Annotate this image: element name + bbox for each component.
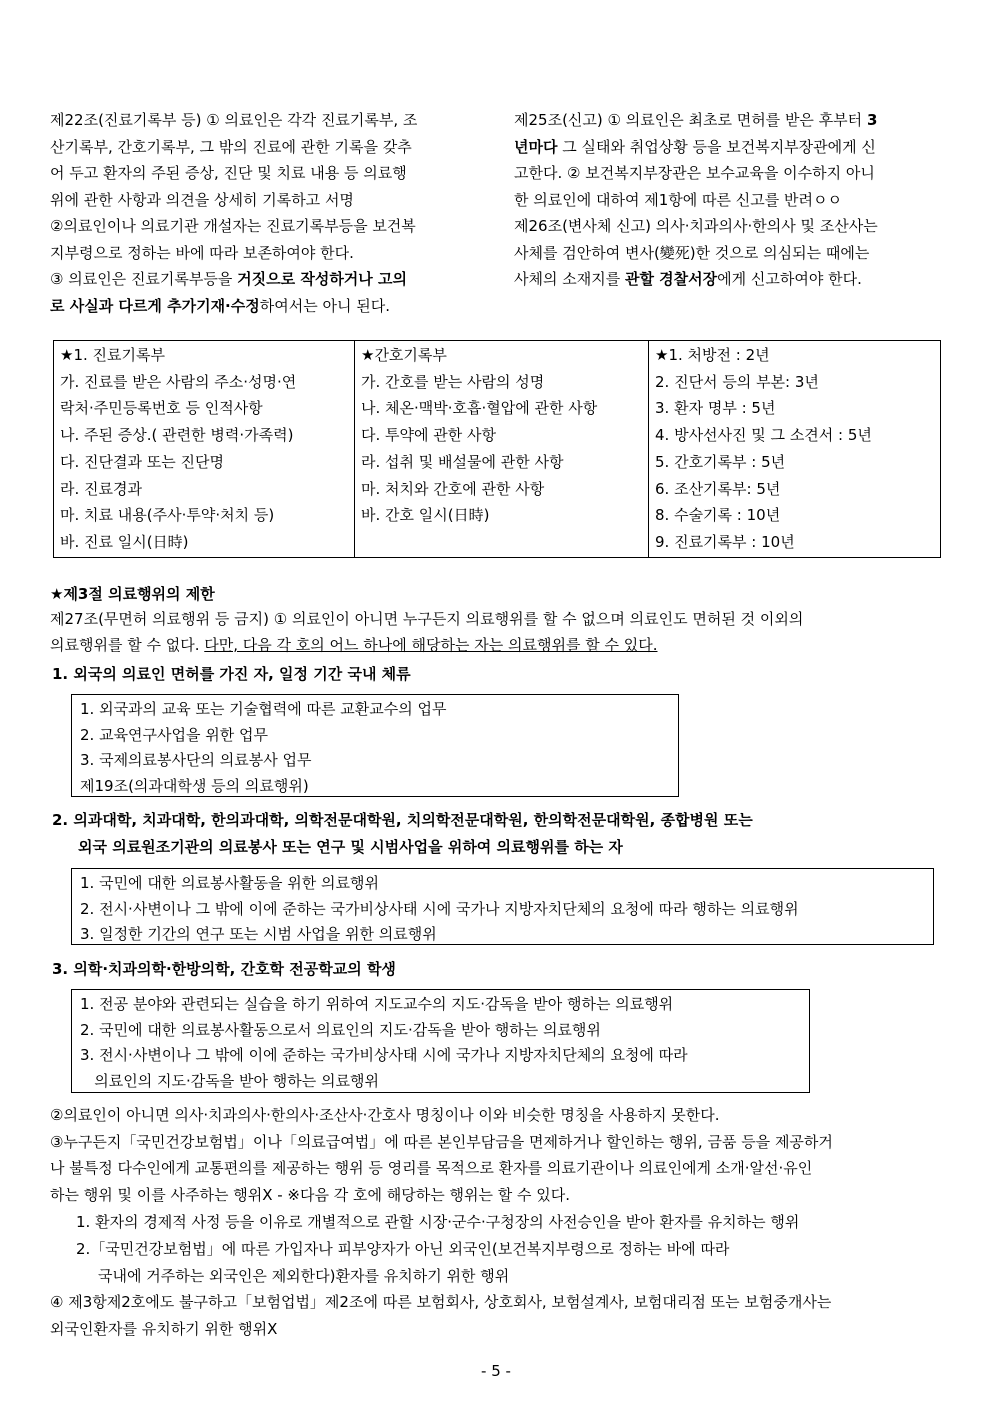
box-medical-schools: 1. 국민에 대한 의료봉사활동을 위한 의료행위 2. 전시·사변이나 그 밖에 이에 준하는 국가비상사태 시에 국가나 지방자치단체의 요청에 따라 행하는 의료행위 3. 일정한 기간의 연구 또는 시범 사업을 위한 의료행위 [71, 868, 934, 945]
paragraph-2: ②의료인이 아니면 의사·치과의사·한의사·조산사·간호사 명칭이나 이와 비슷한 명칭을 사용하지 못한다. [50, 1106, 720, 1124]
paragraph-3-item2a: 2.「국민건강보험법」에 따른 가입자나 피부양자가 아닌 외국인(보건복지부령으로 정하는 바에 따라 [76, 1240, 730, 1258]
article-27-line1: 제27조(무면허 의료행위 등 금지) ① 의료인이 아니면 누구든지 의료행위를 할 수 없으며 의료인도 면허된 것 이외의 [50, 610, 804, 628]
paragraph-4-line1: ④ 제3항제2호에도 불구하고「보험업법」제2조에 따른 보험회사, 상호회사, 보험설계사, 보험대리점 또는 보험중개사는 [50, 1293, 832, 1311]
article-25-26: 제25조(신고) ① 의료인은 최초로 면허를 받은 후부터 3 년마다 그 실태와 취업상황 등을 보건복지부장관에게 신 고한다. ② 보건복지부장관은 보수교육을 이수하지 아니 한 의료인에 대하여 제1항에 따른 신고를 반려ㅇㅇ 제26조(변사체 신고) 의사·치과의사·한의사 및 조산사는 사체를 검안하여 변사(變死)한 것으로 의심되는 때에는 사체의 소재지를 관할 경찰서장에게 신고하여야 한다. [514, 111, 878, 288]
box-students: 1. 전공 분야와 관련되는 실습을 하기 위하여 지도교수의 지도·감독을 받아 행하는 의료행위 2. 국민에 대한 의료봉사활동으로서 의료인의 지도·감독을 받아 행하는 의료행위 3. 전시·사변이나 그 밖에 이에 준하는 국가비상사태 시에 국가나 지방자치단체의 요청에 따라 의료인의 지도·감독을 받아 행하는 의료행위 [71, 989, 810, 1093]
article-27-line2: 의료행위를 할 수 없다. 다만, 다음 각 호의 어느 하나에 해당하는 자는 의료행위를 할 수 있다. [50, 636, 658, 654]
paragraph-4-line2: 외국인환자를 유치하기 위한 행위X [50, 1320, 278, 1338]
paragraph-3-line2: 나 불특정 다수인에게 교통편의를 제공하는 행위 등 영리를 목적으로 환자를 의료기관이나 의료인에게 소개·알선·유인 [50, 1159, 813, 1177]
retention-period-cell: ★1. 처방전 : 2년 2. 진단서 등의 부본: 3년 3. 환자 명부 : 5년 4. 방사선사진 및 그 소견서 : 5년 5. 간호기록부 : 5년 6. 조산기록부: 5년 8. 수술기록 : 10년 9. 진료기록부 : 10년 [649, 341, 941, 558]
heading-medical-schools-line2: 외국 의료원조기관의 의료봉사 또는 연구 및 시범사업을 위하여 의료행위를 하는 자 [78, 838, 623, 856]
heading-medical-schools-line1: 2. 의과대학, 치과대학, 한의과대학, 의학전문대학원, 치의학전문대학원, 한의학전문대학원, 종합병원 또는 [52, 811, 753, 829]
heading-students: 3. 의학·치과의학·한방의학, 간호학 전공학교의 학생 [52, 960, 396, 978]
paragraph-3-line3: 하는 행위 및 이를 사주하는 행위X - ※다음 각 호에 해당하는 행위는 할 수 있다. [50, 1186, 570, 1204]
paragraph-3-item2b: 국내에 거주하는 외국인은 제외한다)환자를 유치하기 위한 행위 [98, 1267, 510, 1285]
article-22: 제22조(진료기록부 등) ① 의료인은 각각 진료기록부, 조 산기록부, 간호기록부, 그 밖의 진료에 관한 기록을 갖추 어 두고 환자의 주된 증상, 진단 및 치료 내용 등 의료행 위에 관한 사항과 의견을 상세히 기록하고 서명 ②의료인이나 의료기관 개설자는 진료기록부등을 보건복 지부령으로 정하는 바에 따라 보존하여야 한다. ③ 의료인은 진료기록부등을 거짓으로 작성하거나 고의 로 사실과 다르게 추가기재·수정하여서는 아니 된다. [50, 111, 418, 315]
page-number: - 5 - [481, 1362, 511, 1380]
heading-foreign-license: 1. 외국의 의료인 면허를 가진 자, 일정 기간 국내 체류 [52, 665, 411, 683]
records-retention-table [53, 340, 941, 558]
box-foreign-license: 1. 외국과의 교육 또는 기술협력에 따른 교환교수의 업무 2. 교육연구사업을 위한 업무 3. 국제의료봉사단의 의료봉사 업무 제19조(의과대학생 등의 의료행위) [71, 694, 679, 797]
paragraph-3-line1: ③누구든지「국민건강보험법」이나「의료급여법」에 따른 본인부담금을 면제하거나 할인하는 행위, 금품 등을 제공하거 [50, 1133, 833, 1151]
nursing-record-cell: ★간호기록부 가. 간호를 받는 사람의 성명 나. 체온·맥박·호흡·혈압에 관한 사항 다. 투약에 관한 사항 라. 섭취 및 배설물에 관한 사항 마. 처치와 간호에 관한 사항 바. 간호 일시(日時) [355, 341, 649, 558]
medical-record-cell: ★1. 진료기록부 가. 진료를 받은 사람의 주소·성명·연 락처·주민등록번호 등 인적사항 나. 주된 증상.( 관련한 병력·가족력) 다. 진단결과 또는 진단명 라. 진료경과 마. 치료 내용(주사·투약·처치 등) 바. 진료 일시(日時) [54, 341, 355, 558]
section-title: ★제3절 의료행위의 제한 [50, 585, 215, 603]
paragraph-3-item1: 1. 환자의 경제적 사정 등을 이유로 개별적으로 관할 시장·군수·구청장의 사전승인을 받아 환자를 유치하는 행위 [76, 1213, 800, 1231]
